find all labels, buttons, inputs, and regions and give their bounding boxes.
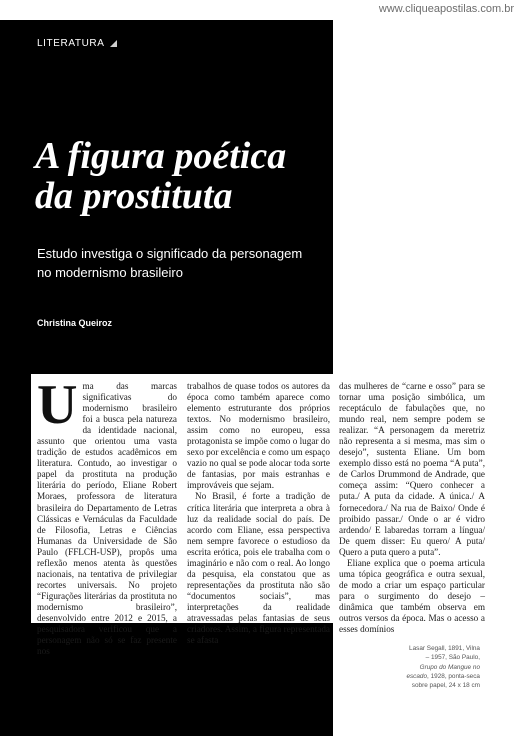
caption-line: , 1928, ponta-seca: [427, 672, 480, 680]
site-url[interactable]: www.cliqueapostilas.com.br: [378, 3, 514, 15]
drop-cap: U: [37, 374, 78, 436]
caption-line: sobre papel, 24 x 18 cm: [411, 682, 480, 690]
triangle-icon: [110, 40, 117, 47]
section-label: [37, 38, 117, 49]
body-column-1: [37, 374, 177, 657]
paragraph: ma das marcas significativas do modernismo brasileiro foi a busca pela natureza da identidade nacional, assunto que orientou uma vasta tradição de estudos acadêmicos em literatura. Contudo, ao investigar o papel da prostituta na produção literária do período, Eliane Robert Moraes, professora de literatura brasileira do Departamento de Letras Clássicas e Vernáculas da Faculdade de Filosofia, Letras e Ciências Humanas da Universidade de São Paulo (FFLCH-USP), propôs uma reflexão menos atenta às questões nacionais, na tentativa de privilegiar recortes universais. No projeto “Figurações literárias da prostituta no modernismo brasileiro”, desenvolvido entre 2012 e 2015, a pesquisadora verificou que a personagem não só se faz presente nos: [37, 381, 177, 657]
section-name: LITERATURA: [37, 38, 105, 49]
title-line-2: da prostituta: [35, 175, 233, 217]
caption-artwork-title: Grupo do Mangue no: [419, 663, 480, 671]
paragraph: No Brasil, é forte a tradição de crítica literária que interpreta a obra à luz da realidade social do país. De acordo com Eliane, essa perspectiva nem sempre favorece o estudioso da escrita erótica, pois ele trabalha com o imaginário e não com o real. Ao longo da pesquisa, ela constatou que as representações da prostituta não são “documentos sociais”, mas interpretações da realidade atravessadas pelas fantasias de seus criadores. Assim, a figura representada se afasta: [187, 491, 330, 646]
caption-line: Lasar Segall, 1891, Vilna: [409, 645, 480, 652]
body-column-2: [187, 381, 330, 646]
subtitle-line-2: no modernismo brasileiro: [37, 265, 183, 280]
caption-line: – 1957, São Paulo,: [425, 654, 480, 662]
article-title: [35, 136, 335, 216]
caption-artwork-title: escado: [406, 672, 428, 680]
paragraph: das mulheres de “carne e osso” para se tornar uma posição simbólica, um receptáculo de fabulações que, no mundo real, nem sempre podem se realizar. “A personagem da meretriz não representa a si mesma, mas sim o desejo”, sustenta Eliane. Um bom exemplo disso está no poema “A puta”, de Carlos Drummond de Andrade, que começa assim: “Quero conhecer a puta./ A puta da cidade. A única./ A fornecedora./ Na rua de Baixo/ Onde é proibido passar./ Onde o ar é vidro ardendo/ E labaredas torram a língua/ De quem disser: Eu quero/ A puta/ Quero a puta quero a puta”.: [339, 381, 485, 557]
body-column-3: [339, 381, 485, 635]
paragraph: Eliane explica que o poema articula uma tópica geográfica e outra sexual, de modo a criar um espaço particular para o surgimento do desejo – dinâmica que também observa em outros versos da época. Mas o acesso a esses domínios: [339, 557, 485, 635]
author-byline: Christina Queiroz: [37, 318, 113, 328]
image-caption: [360, 644, 480, 690]
paragraph: trabalhos de quase todos os autores da época como também aparece como elemento estruturante dos próprios textos. No modernismo brasileiro, assim como no europeu, essa protagonista se impõe como o lugar do sexo por excelência e como um espaço vazio no qual se pode alocar toda sorte de fantasias, por mais estranhas e improváveis que sejam.: [187, 381, 330, 491]
title-line-1: A figura poética: [35, 135, 287, 177]
subtitle-line-1: Estudo investiga o significado da personagem: [37, 246, 303, 261]
article-subtitle: [37, 244, 327, 282]
